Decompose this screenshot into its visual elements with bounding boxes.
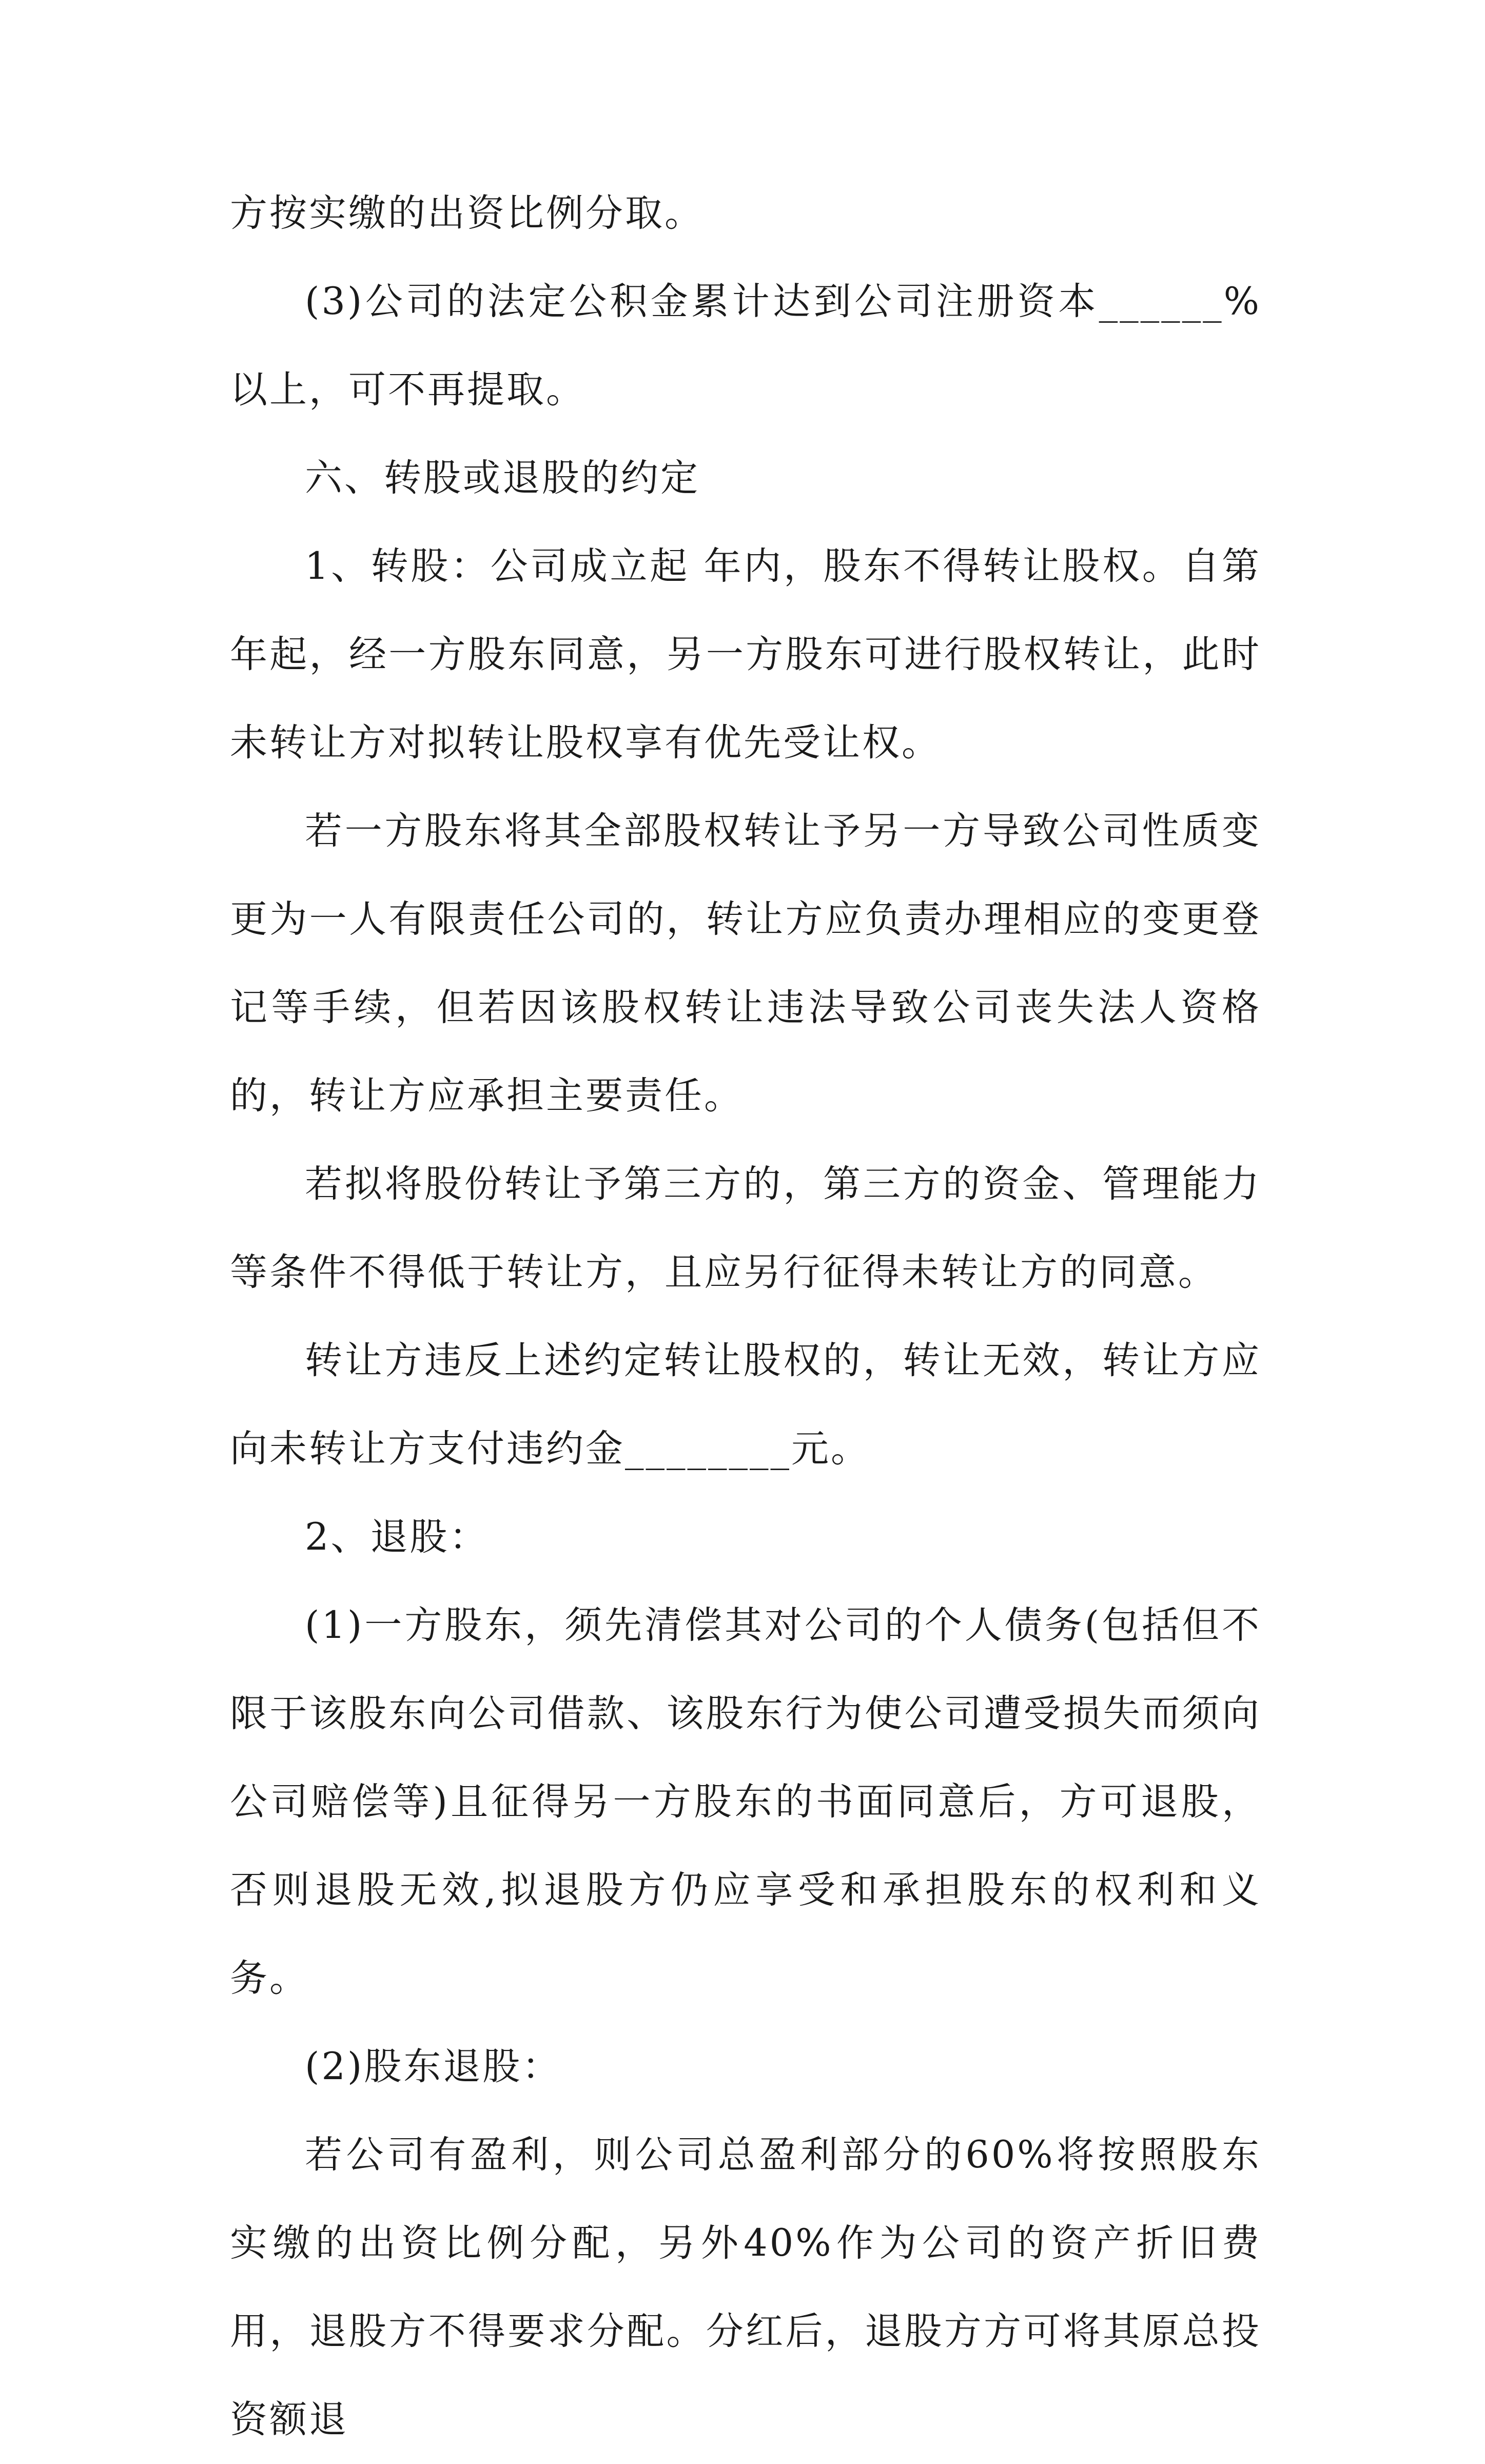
subheading-withdrawal: 2、退股： (305, 1515, 489, 1559)
paragraph-full-transfer: 若一方股东将其全部股权转让予另一方导致公司性质变更为一人有限责任公司的，转让方应负责办理相应的变更登记等手续，但若因该股权转让违法导致公司丧失法人资格的，转让方应承担主要责任。 (230, 809, 1261, 1118)
paragraph-reserve-fund-limit: (3)公司的法定公积金累计达到公司注册资本______%以上，可不再提取。 (230, 280, 1261, 412)
subheading-shareholder-withdrawal: (2)股东退股： (305, 2045, 562, 2088)
paragraph-breach-penalty: 转让方违反上述约定转让股权的，转让无效，转让方应向未转让方支付违约金________元。 (230, 1339, 1261, 1471)
paragraph-continuation: 方按实缴的出资比例分取。 (230, 191, 704, 235)
document-body (230, 169, 1261, 2464)
paragraph-withdrawal-conditions: (1)一方股东，须先清偿其对公司的个人债务(包括但不限于该股东向公司借款、该股东行为使公司遭受损失而须向公司赔偿等)且征得另一方股东的书面同意后，方可退股，否则退股无效,拟退股方仍应享受和承担股东的权利和义务。 (230, 1603, 1261, 2000)
paragraph-profit-distribution: 若公司有盈利，则公司总盈利部分的60%将按照股东实缴的出资比例分配，另外40%作为公司的资产折旧费用，退股方不得要求分配。分红后，退股方方可将其原总投资额退 (230, 2133, 1261, 2441)
paragraph-share-transfer: 1、转股：公司成立起 年内，股东不得转让股权。自第 年起，经一方股东同意，另一方股东可进行股权转让，此时未转让方对拟转让股权享有优先受让权。 (230, 544, 1261, 765)
section-heading-transfer-withdrawal: 六、转股或退股的约定 (305, 456, 700, 500)
paragraph-third-party-transfer: 若拟将股份转让予第三方的，第三方的资金、管理能力等条件不得低于转让方，且应另行征得未转让方的同意。 (230, 1162, 1261, 1294)
